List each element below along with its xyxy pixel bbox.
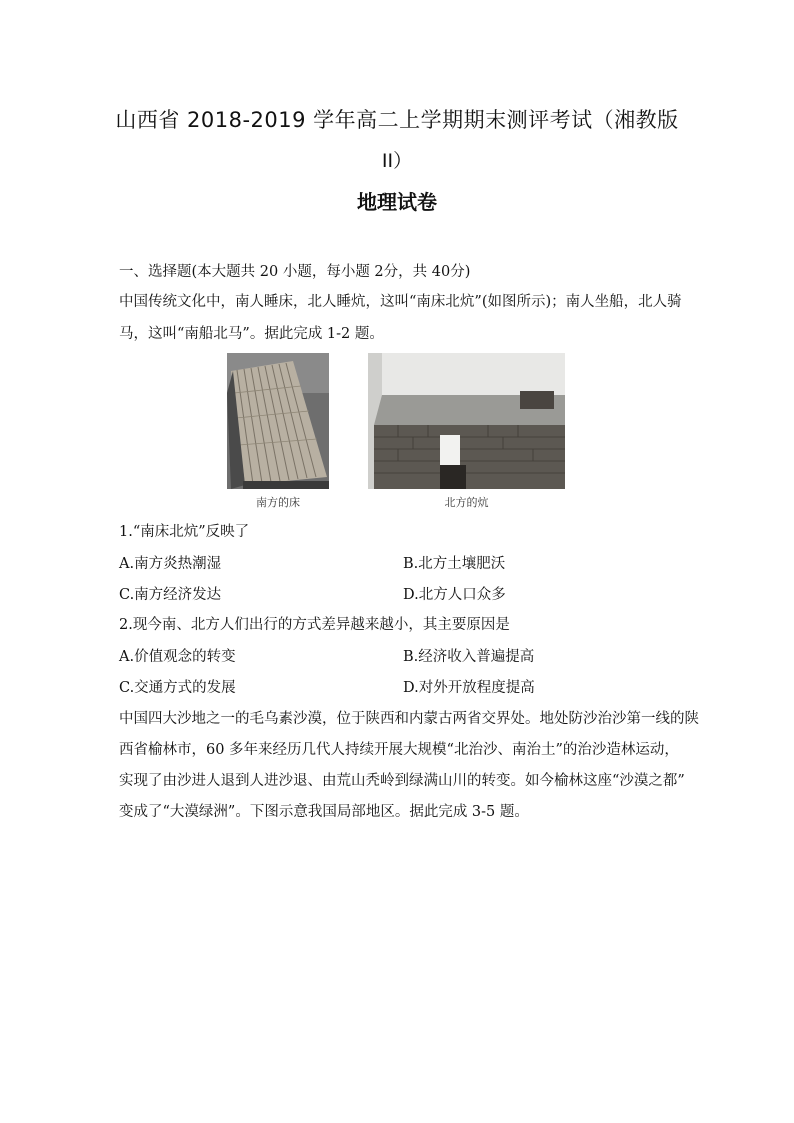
- question-2-option-d: D.对外开放程度提高: [403, 680, 535, 696]
- northern-kang-photo: [368, 353, 565, 489]
- southern-bed-caption: 南方的床: [256, 496, 300, 509]
- intro-text-line-2: 马，这叫“南船北马”。据此完成 1-2 题。: [119, 326, 384, 342]
- passage-line-2: 西省榆林市，60 多年来经历几代人持续开展大规模“北治沙、南治土”的治沙造林运动，: [119, 742, 679, 758]
- document-title-continued: II）: [381, 150, 413, 172]
- question-2-option-a: A.价值观念的转变: [119, 649, 236, 665]
- question-2-stem: 2.现今南、北方人们出行的方式差异越来越小，其主要原因是: [119, 617, 510, 633]
- document-subtitle: 地理试卷: [357, 190, 437, 214]
- passage-line-4: 变成了“大漠绿洲”。下图示意我国局部地区。据此完成 3-5 题。: [119, 804, 529, 820]
- section-heading: 一、选择题(本大题共 20 小题，每小题 2分，共 40分): [119, 264, 471, 280]
- question-1-option-b: B.北方土壤肥沃: [403, 556, 506, 572]
- document-title: 山西省 2018-2019 学年高二上学期期末测评考试（湘教版: [115, 108, 679, 132]
- question-2-option-b: B.经济收入普遍提高: [403, 649, 535, 665]
- question-1-option-d: D.北方人口众多: [403, 587, 506, 603]
- question-1-stem: 1.“南床北炕”反映了: [119, 524, 250, 540]
- question-1-option-c: C.南方经济发达: [119, 587, 222, 603]
- question-2-option-c: C.交通方式的发展: [119, 680, 236, 696]
- passage-line-3: 实现了由沙进人退到人进沙退、由荒山秃岭到绿满山川的转变。如今榆林这座“沙漠之都”: [119, 773, 685, 789]
- intro-text-line-1: 中国传统文化中，南人睡床，北人睡炕，这叫“南床北炕”(如图所示)；南人坐船，北人骑: [119, 294, 682, 310]
- passage-line-1: 中国四大沙地之一的毛乌素沙漠，位于陕西和内蒙古两省交界处。地处防沙治沙第一线的陕: [119, 711, 699, 727]
- northern-kang-caption: 北方的炕: [444, 496, 489, 509]
- question-1-option-a: A.南方炎热潮湿: [119, 556, 222, 572]
- southern-bed-photo: [227, 353, 329, 489]
